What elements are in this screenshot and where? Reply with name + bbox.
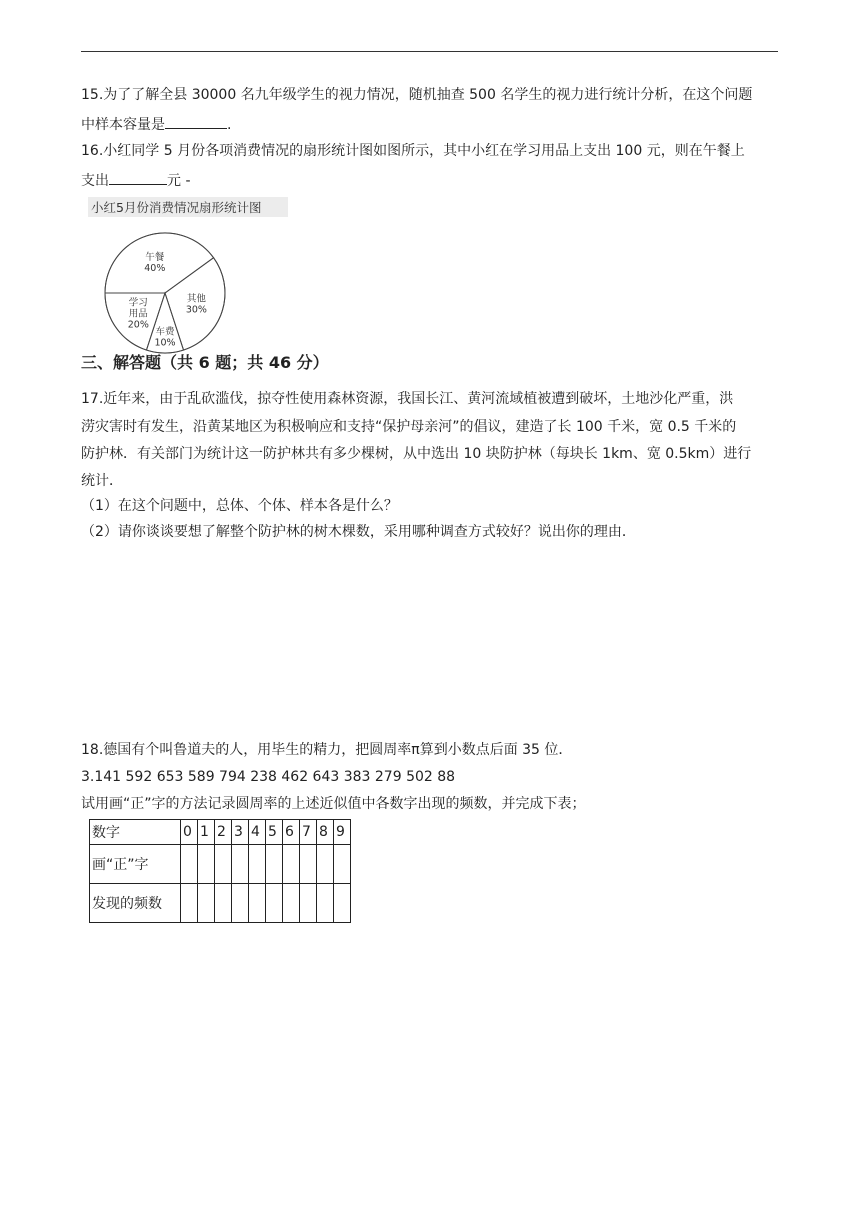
frequency-cell[interactable]	[283, 884, 300, 923]
pie-slice-percent: 40%	[144, 263, 166, 275]
q15-period: .	[227, 117, 232, 133]
frequency-cell[interactable]	[181, 884, 198, 923]
pie-slice-name: 用品	[128, 308, 148, 320]
q17-line4: 统计．	[81, 473, 123, 489]
tally-cell[interactable]	[266, 845, 283, 884]
q16-line1: 16.小红同学 5 月份各项消费情况的扇形统计图如图所示，其中小红在学习用品上支出 100 元，则在午餐上	[81, 143, 745, 159]
digit-cell: 7	[300, 820, 317, 845]
pie-slice-name: 学习	[128, 297, 148, 309]
table-row-tally	[90, 845, 351, 884]
q18-line1: 18.德国有个叫鲁道夫的人，用毕生的精力，把圆周率π算到小数点后面 35 位．	[81, 742, 573, 758]
frequency-cell[interactable]	[232, 884, 249, 923]
frequency-table	[89, 819, 351, 923]
pie-chart	[88, 197, 288, 349]
digit-cell: 1	[198, 820, 215, 845]
q16-unit: 元 -	[167, 173, 191, 189]
header-rule	[81, 51, 778, 52]
table-row-frequency	[90, 884, 351, 923]
pie-slice-percent: 10%	[154, 337, 176, 349]
digit-cell: 5	[266, 820, 283, 845]
q16-line2	[81, 169, 191, 191]
digit-cell: 9	[334, 820, 351, 845]
pie-slice-name: 车费	[155, 326, 175, 338]
row-header-digit: 数字	[90, 820, 181, 845]
q17-line2: 涝灾害时有发生，沿黄某地区为积极响应和支持“保护母亲河”的倡议，建造了长 100 千米，宽 0.5 千米的	[81, 419, 737, 435]
pie-slice-name: 其他	[186, 293, 206, 305]
tally-cell[interactable]	[198, 845, 215, 884]
frequency-cell[interactable]	[300, 884, 317, 923]
frequency-cell[interactable]	[334, 884, 351, 923]
pie-slice-percent: 20%	[127, 319, 149, 331]
tally-cell[interactable]	[334, 845, 351, 884]
q15-text: 中样本容量是	[81, 117, 165, 133]
digit-cell: 4	[249, 820, 266, 845]
tally-cell[interactable]	[181, 845, 198, 884]
digit-cell: 0	[181, 820, 198, 845]
q17-sub1: （1）在这个问题中，总体、个体、样本各是什么？	[81, 498, 398, 514]
q16-answer-blank[interactable]	[109, 169, 167, 185]
q15-answer-blank[interactable]	[165, 113, 227, 129]
row-header-tally: 画“正”字	[90, 845, 181, 884]
row-header-frequency: 发现的频数	[90, 884, 181, 923]
q17-sub2: （2）请你谈谈要想了解整个防护林的树木棵数，采用哪种调查方式较好？说出你的理由．	[81, 524, 636, 540]
q15-line1: 15.为了了解全县 30000 名九年级学生的视力情况，随机抽查 500 名学生的视力进行统计分析，在这个问题	[81, 87, 753, 103]
pie-slice-percent: 30%	[185, 304, 207, 316]
digit-cell: 3	[232, 820, 249, 845]
tally-cell[interactable]	[215, 845, 232, 884]
tally-cell[interactable]	[283, 845, 300, 884]
frequency-cell[interactable]	[249, 884, 266, 923]
tally-cell[interactable]	[232, 845, 249, 884]
tally-cell[interactable]	[317, 845, 334, 884]
q15-line2	[81, 113, 231, 135]
q18-line3: 试用画“正”字的方法记录圆周率的上述近似值中各数字出现的频数，并完成下表；	[81, 796, 586, 812]
frequency-cell[interactable]	[317, 884, 334, 923]
digit-cell: 8	[317, 820, 334, 845]
digit-cell: 6	[283, 820, 300, 845]
frequency-cell[interactable]	[198, 884, 215, 923]
section-title: 三、解答题（共 6 题；共 46 分）	[81, 353, 329, 372]
frequency-cell[interactable]	[266, 884, 283, 923]
q17-line3: 防护林．有关部门为统计这一防护林共有多少棵树，从中选出 10 块防护林（每块长 1km、宽 0.5km）进行	[81, 446, 752, 462]
tally-cell[interactable]	[249, 845, 266, 884]
digit-cell: 2	[215, 820, 232, 845]
chart-title: 小红5月份消费情况扇形统计图	[91, 200, 262, 215]
q16-text: 支出	[81, 173, 109, 189]
tally-cell[interactable]	[300, 845, 317, 884]
frequency-cell[interactable]	[215, 884, 232, 923]
table-row-digits	[90, 820, 351, 845]
q17-line1: 17.近年来，由于乱砍滥伐，掠夺性使用森林资源，我国长江、黄河流域植被遭到破坏，土地沙化严重，洪	[81, 391, 734, 407]
q18-pi-digits: 3.141 592 653 589 794 238 462 643 383 279 502 88	[81, 769, 456, 785]
pie-slice-name: 午餐	[145, 252, 165, 264]
